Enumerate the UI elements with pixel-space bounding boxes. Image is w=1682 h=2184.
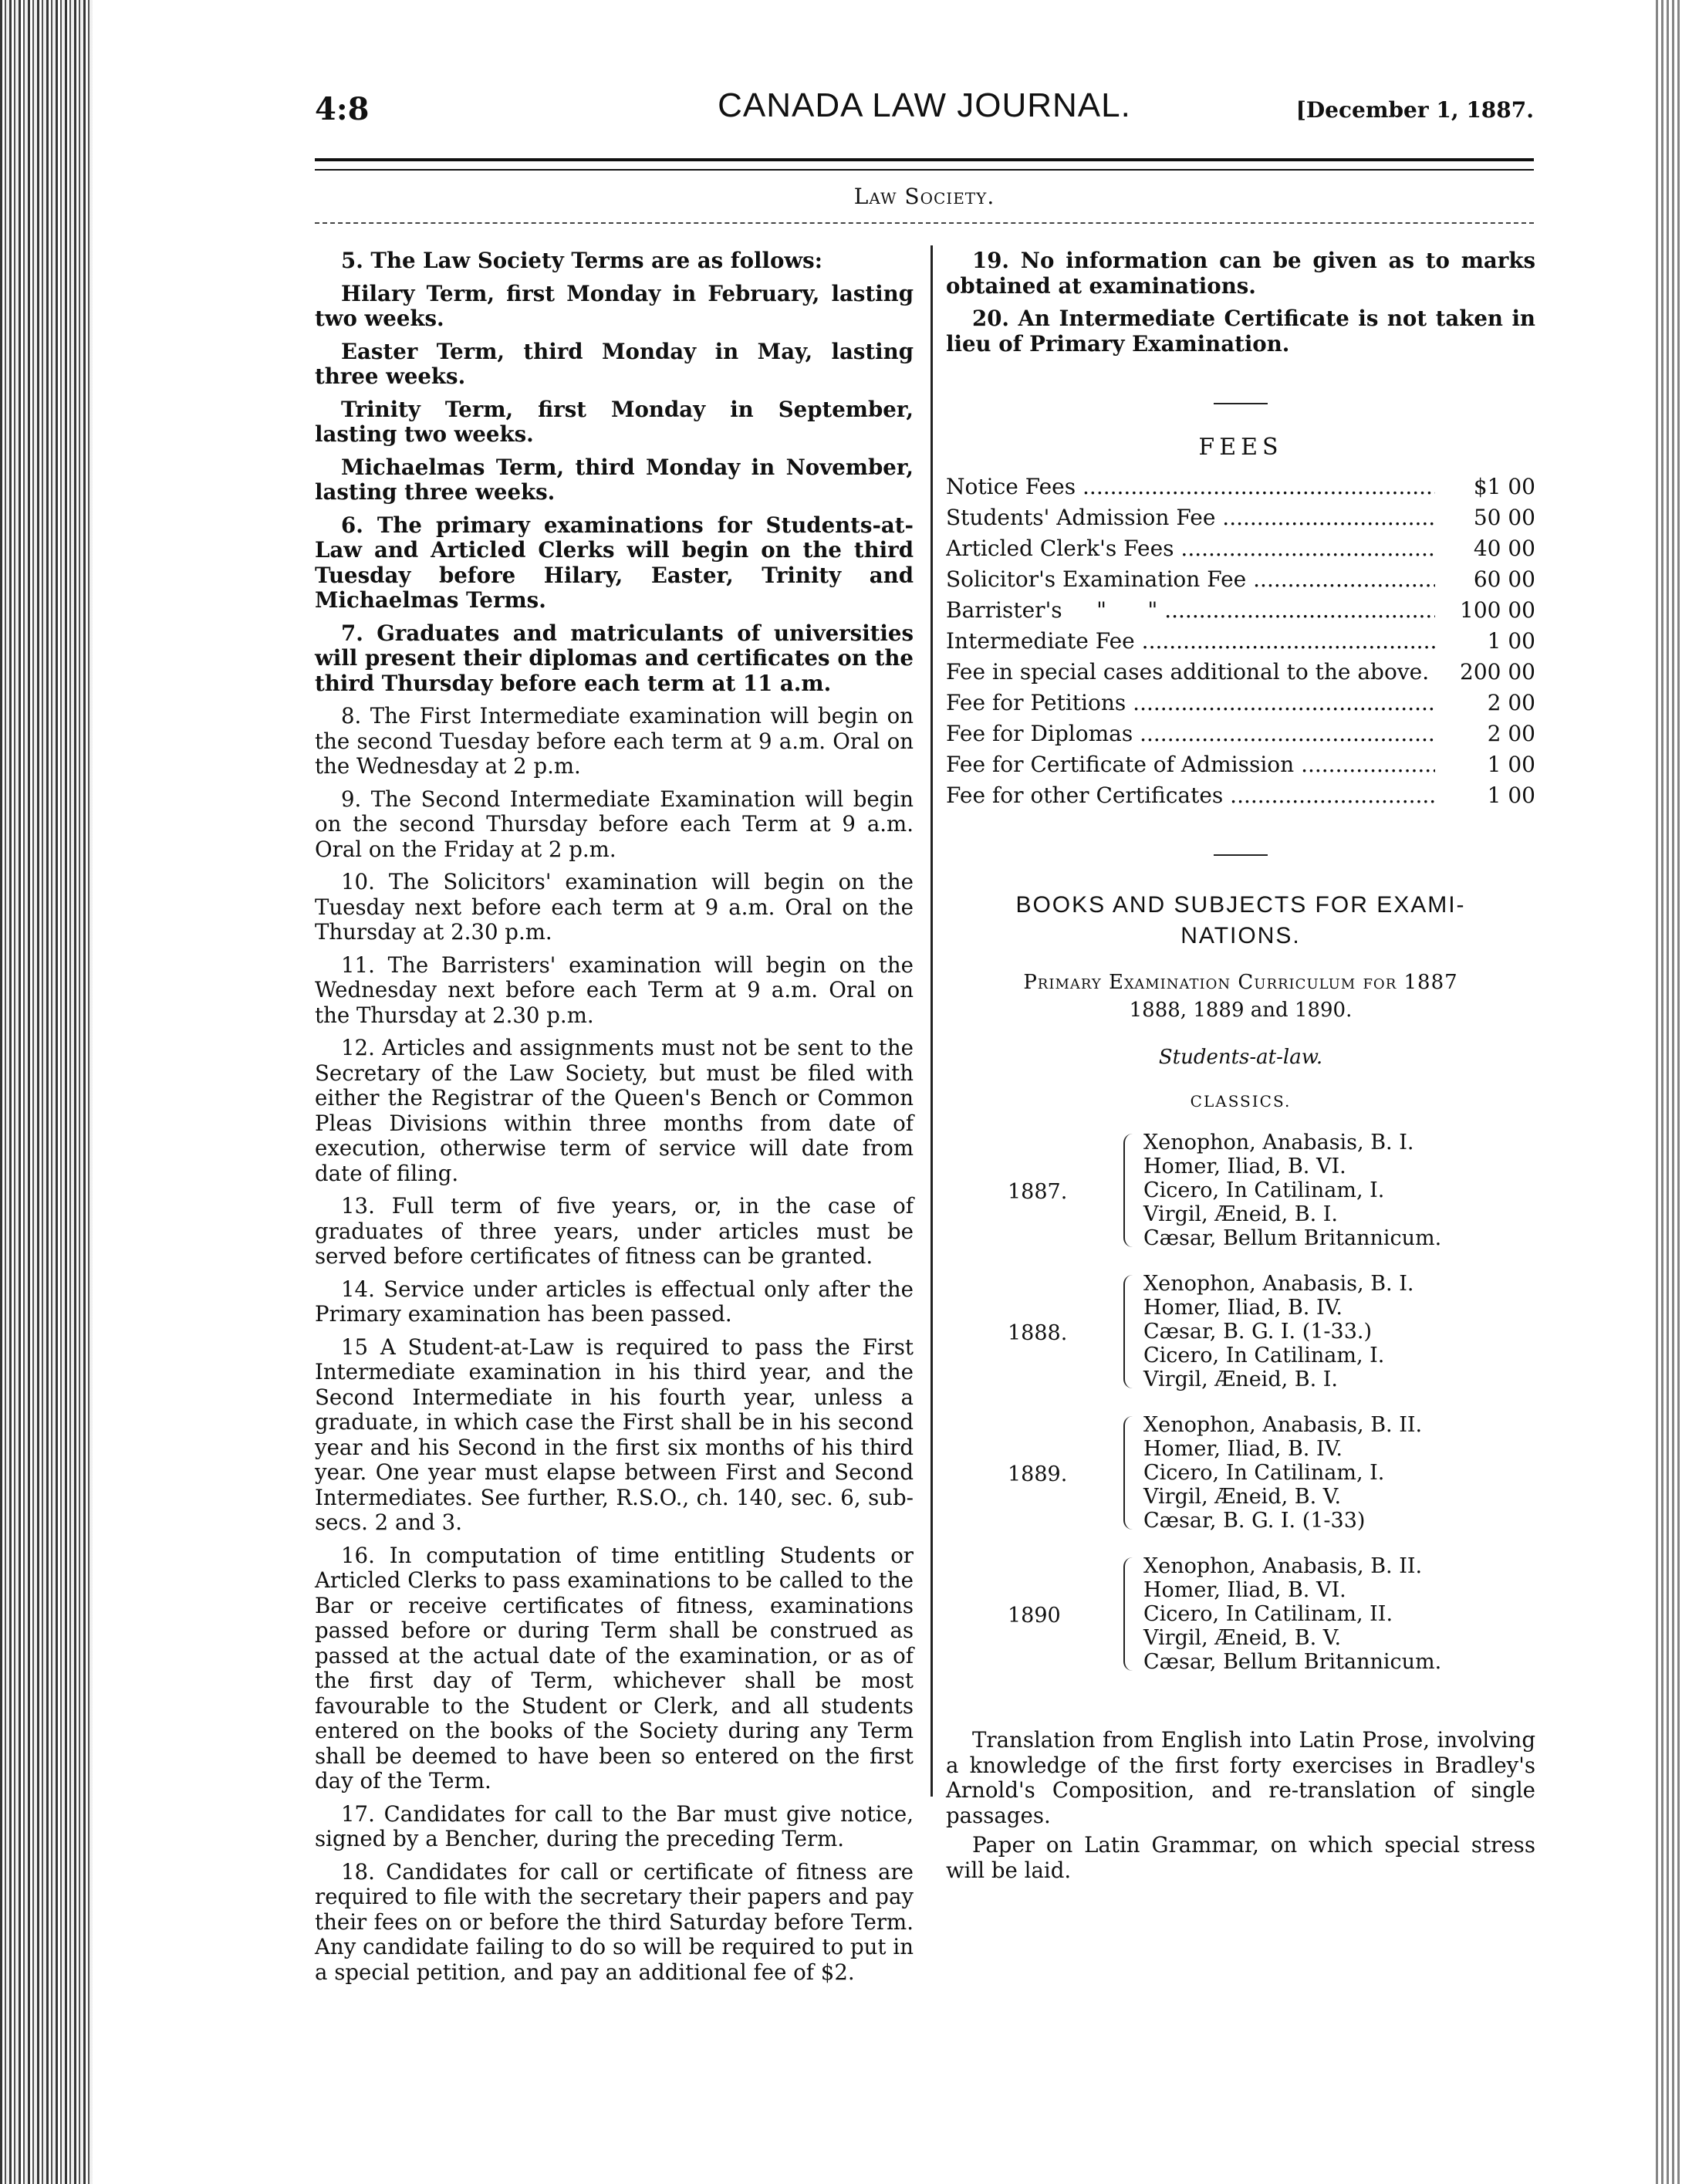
page-right-edge [1656, 0, 1682, 2184]
issue-date: [December 1, 1887. [1295, 97, 1534, 123]
header-rule [315, 158, 1534, 171]
grammar-paragraph: Paper on Latin Grammar, on which special stress will be laid. [946, 1832, 1535, 1883]
rule-10: 10. The Solicitors' examination will begin on the Tuesday next before each term at 9 a.m. Oral on the Thursday at 2.30 p.m. [315, 869, 914, 945]
fee-label: Notice Fees ..... [946, 472, 1435, 502]
fee-amount: 40 00 [1473, 536, 1535, 561]
hilary-term: Hilary Term, first Monday in February, lasting two weeks. [315, 280, 914, 331]
rule-9: 9. The Second Intermediate Examination will begin on the second Thursday before each Term at 9 a.m. Oral on the Friday at 2 p.m. [315, 786, 914, 862]
fee-label: Fee in special cases additional to the above. ..... [946, 657, 1435, 688]
fee-label: Fee for Petitions ..... [946, 688, 1435, 718]
books-heading [946, 890, 1535, 952]
fee-row [946, 749, 1535, 780]
year-block-1887 [1008, 1131, 1535, 1250]
page-header [315, 86, 1534, 133]
brace [1123, 1275, 1136, 1388]
books-divider [1214, 854, 1268, 856]
rule-5-intro: 5. The Law Society Terms are as follows: [341, 248, 822, 273]
book-item: Xenophon, Anabasis, B. I. [1143, 1272, 1414, 1296]
fee-label: Solicitor's Examination Fee ..... [946, 564, 1435, 595]
fee-amount: 2 00 [1487, 690, 1535, 715]
fees-table [946, 472, 1535, 811]
book-item: Cicero, In Catilinam, I. [1143, 1178, 1385, 1202]
fee-label: Articled Clerk's Fees ..... [946, 533, 1435, 564]
fee-row [946, 472, 1535, 502]
books-heading-line2: NATIONS. [1180, 923, 1301, 948]
fee-row [946, 688, 1535, 718]
book-item: Cicero, In Catilinam, I. [1143, 1344, 1385, 1368]
fee-label: Fee for Diplomas ..... [946, 718, 1435, 749]
students-at-law-label: Students-at-law. [1158, 1046, 1323, 1069]
fee-row [946, 564, 1535, 595]
fee-row [946, 502, 1535, 533]
fee-amount: 1 00 [1487, 628, 1535, 654]
rule-16: 16. In computation of time entitling Students or Articled Clerks to pass examinations to be called to the Bar or receive certificates of fitness, examinations passed before or during Term shall be construed as passed at the actual date of the examination, or as of the first day of Term, whichever shall be most favourable to the Student or Clerk, and all students entered on the books of the Society during any Term shall be deemed to have been so entered on the first day of the Term. [315, 1542, 914, 1794]
book-item: Cicero, In Catilinam, I. [1143, 1461, 1385, 1485]
page-number: 4:8 [315, 91, 370, 127]
rule-15: 15 A Student-at-Law is required to pass the First Intermediate examination in his third year, and the Second Intermediate in his fourth year, unless a graduate, in which case the First shall be in his second year and his Second in the first six months of his third year. One year must elapse between First and Second Intermediates. See further, R.S.O., ch. 140, sec. 6, sub-secs. 2 and 3. [315, 1334, 914, 1535]
book-list [1143, 1272, 1535, 1391]
rule-11: 11. The Barristers' examination will begin on the Wednesday next before each Term at 9 a.m. Oral on the Thursday at 2.30 p.m. [315, 952, 914, 1028]
rule-14: 14. Service under articles is effectual only after the Primary examination has been passed. [315, 1276, 914, 1327]
curriculum-line2: 1888, 1889 and 1890. [1129, 999, 1353, 1022]
fee-amount: 200 00 [1460, 659, 1535, 685]
year-label: 1889. [1008, 1462, 1068, 1486]
fee-row [946, 657, 1535, 688]
easter-term: Easter Term, third Monday in May, lasting three weeks. [315, 338, 914, 389]
book-item: Virgil, Æneid, B. I. [1143, 1368, 1339, 1391]
fee-amount: 2 00 [1487, 721, 1535, 746]
book-item: Cæsar, B. G. I. (1-33) [1143, 1509, 1366, 1533]
fee-amount: 50 00 [1473, 505, 1535, 530]
left-column [315, 248, 914, 1993]
book-list [1143, 1554, 1535, 1674]
year-block-1889 [1008, 1413, 1535, 1533]
brace [1123, 1557, 1136, 1671]
fee-amount: $1 00 [1473, 474, 1535, 499]
book-item: Homer, Iliad, B. IV. [1143, 1296, 1343, 1320]
book-item: Virgil, Æneid, B. V. [1143, 1626, 1342, 1650]
column-divider [931, 245, 933, 1797]
book-item: Cæsar, Bellum Britannicum. [1143, 1650, 1442, 1674]
fee-label: Barrister's " " ..... [946, 595, 1435, 626]
right-column [946, 248, 1535, 1888]
book-item: Homer, Iliad, B. VI. [1143, 1155, 1346, 1178]
rule-13: 13. Full term of five years, or, in the case of graduates of three years, under articles must be served before certificates of fitness can be granted. [315, 1193, 914, 1269]
rule-18: 18. Candidates for call or certificate of fitness are required to file with the secretary their papers and pay their fees on or before the third Saturday before Term. Any candidate failing to do so will be required to put in a special petition, and pay an additional fee of $2. [315, 1858, 914, 1985]
rule-17: 17. Candidates for call to the Bar must give notice, signed by a Bencher, during the preceding Term. [315, 1800, 914, 1851]
fees-title: FEES [1198, 434, 1283, 461]
section-heading: Law Society. [853, 184, 995, 209]
book-list [1143, 1131, 1535, 1250]
rule-12: 12. Articles and assignments must not be sent to the Secretary of the Law Society, but must be filed with either the Registrar of the Queen's Bench or Common Pleas Divisions within three months from date of execution, otherwise term of service will date from date of filing. [315, 1035, 914, 1186]
year-block-1888 [1008, 1272, 1535, 1391]
rule-7: 7. Graduates and matriculants of universities will present their diplomas and certificates on the third Thursday before each term at 11 a.m. [315, 620, 914, 696]
year-label: 1887. [1008, 1180, 1068, 1204]
book-item: Cæsar, Bellum Britannicum. [1143, 1226, 1442, 1250]
year-block-1890 [1008, 1554, 1535, 1674]
curriculum-line1: Primary Examination Curriculum for 1887 [1023, 971, 1458, 994]
year-label: 1888. [1008, 1321, 1068, 1345]
book-item: Xenophon, Anabasis, B. II. [1143, 1554, 1423, 1578]
book-item: Cæsar, B. G. I. (1-33.) [1143, 1320, 1373, 1344]
fee-label: Intermediate Fee ..... [946, 626, 1435, 657]
journal-title: CANADA LAW JOURNAL. [718, 86, 1131, 124]
brace [1123, 1416, 1136, 1530]
fee-row [946, 533, 1535, 564]
fee-amount: 60 00 [1473, 566, 1535, 592]
books-heading-line1: BOOKS AND SUBJECTS FOR EXAMI- [1015, 892, 1466, 918]
book-item: Cicero, In Catilinam, II. [1143, 1602, 1393, 1626]
section-rule [315, 222, 1534, 224]
trinity-term: Trinity Term, first Monday in September, lasting two weeks. [315, 396, 914, 447]
book-item: Xenophon, Anabasis, B. II. [1143, 1413, 1423, 1437]
translation-section [946, 1728, 1535, 1883]
translation-paragraph: Translation from English into Latin Prose, involving a knowledge of the first forty exercises in Bradley's Arnold's Composition, and re-translation of single passages. [946, 1727, 1535, 1828]
fee-label: Fee for other Certificates ..... [946, 780, 1435, 811]
book-item: Virgil, Æneid, B. I. [1143, 1202, 1339, 1226]
fee-row [946, 626, 1535, 657]
fee-amount: 100 00 [1460, 597, 1535, 623]
book-item: Homer, Iliad, B. IV. [1143, 1437, 1343, 1461]
rule-8: 8. The First Intermediate examination will begin on the second Tuesday before each term at 9 a.m. Oral on the Wednesday at 2 p.m. [315, 703, 914, 779]
classics-label: CLASSICS. [1190, 1092, 1292, 1111]
fee-amount: 1 00 [1487, 783, 1535, 808]
book-item: Homer, Iliad, B. VI. [1143, 1578, 1346, 1602]
book-item: Xenophon, Anabasis, B. I. [1143, 1131, 1414, 1155]
fee-amount: 1 00 [1487, 752, 1535, 777]
fee-row [946, 595, 1535, 626]
fee-row [946, 780, 1535, 811]
michaelmas-term: Michaelmas Term, third Monday in November, lasting three weeks. [315, 454, 914, 505]
fee-label: Students' Admission Fee ..... [946, 502, 1435, 533]
rule-19: 19. No information can be given as to marks obtained at examinations. [946, 248, 1535, 299]
rule-6: 6. The primary examinations for Students-at-Law and Articled Clerks will begin on the third Tuesday before Hilary, Easter, Trinity and Michaelmas Terms. [315, 512, 914, 613]
year-label: 1890 [1008, 1604, 1061, 1628]
book-item: Virgil, Æneid, B. V. [1143, 1485, 1342, 1509]
brace [1123, 1134, 1136, 1247]
curriculum-heading [946, 969, 1535, 1024]
rule-20: 20. An Intermediate Certificate is not taken in lieu of Primary Examination. [946, 306, 1535, 357]
fee-row [946, 718, 1535, 749]
fee-label: Fee for Certificate of Admission ..... [946, 749, 1435, 780]
page-binding-edge [0, 0, 93, 2184]
book-list [1143, 1413, 1535, 1533]
fees-divider [1214, 403, 1268, 404]
